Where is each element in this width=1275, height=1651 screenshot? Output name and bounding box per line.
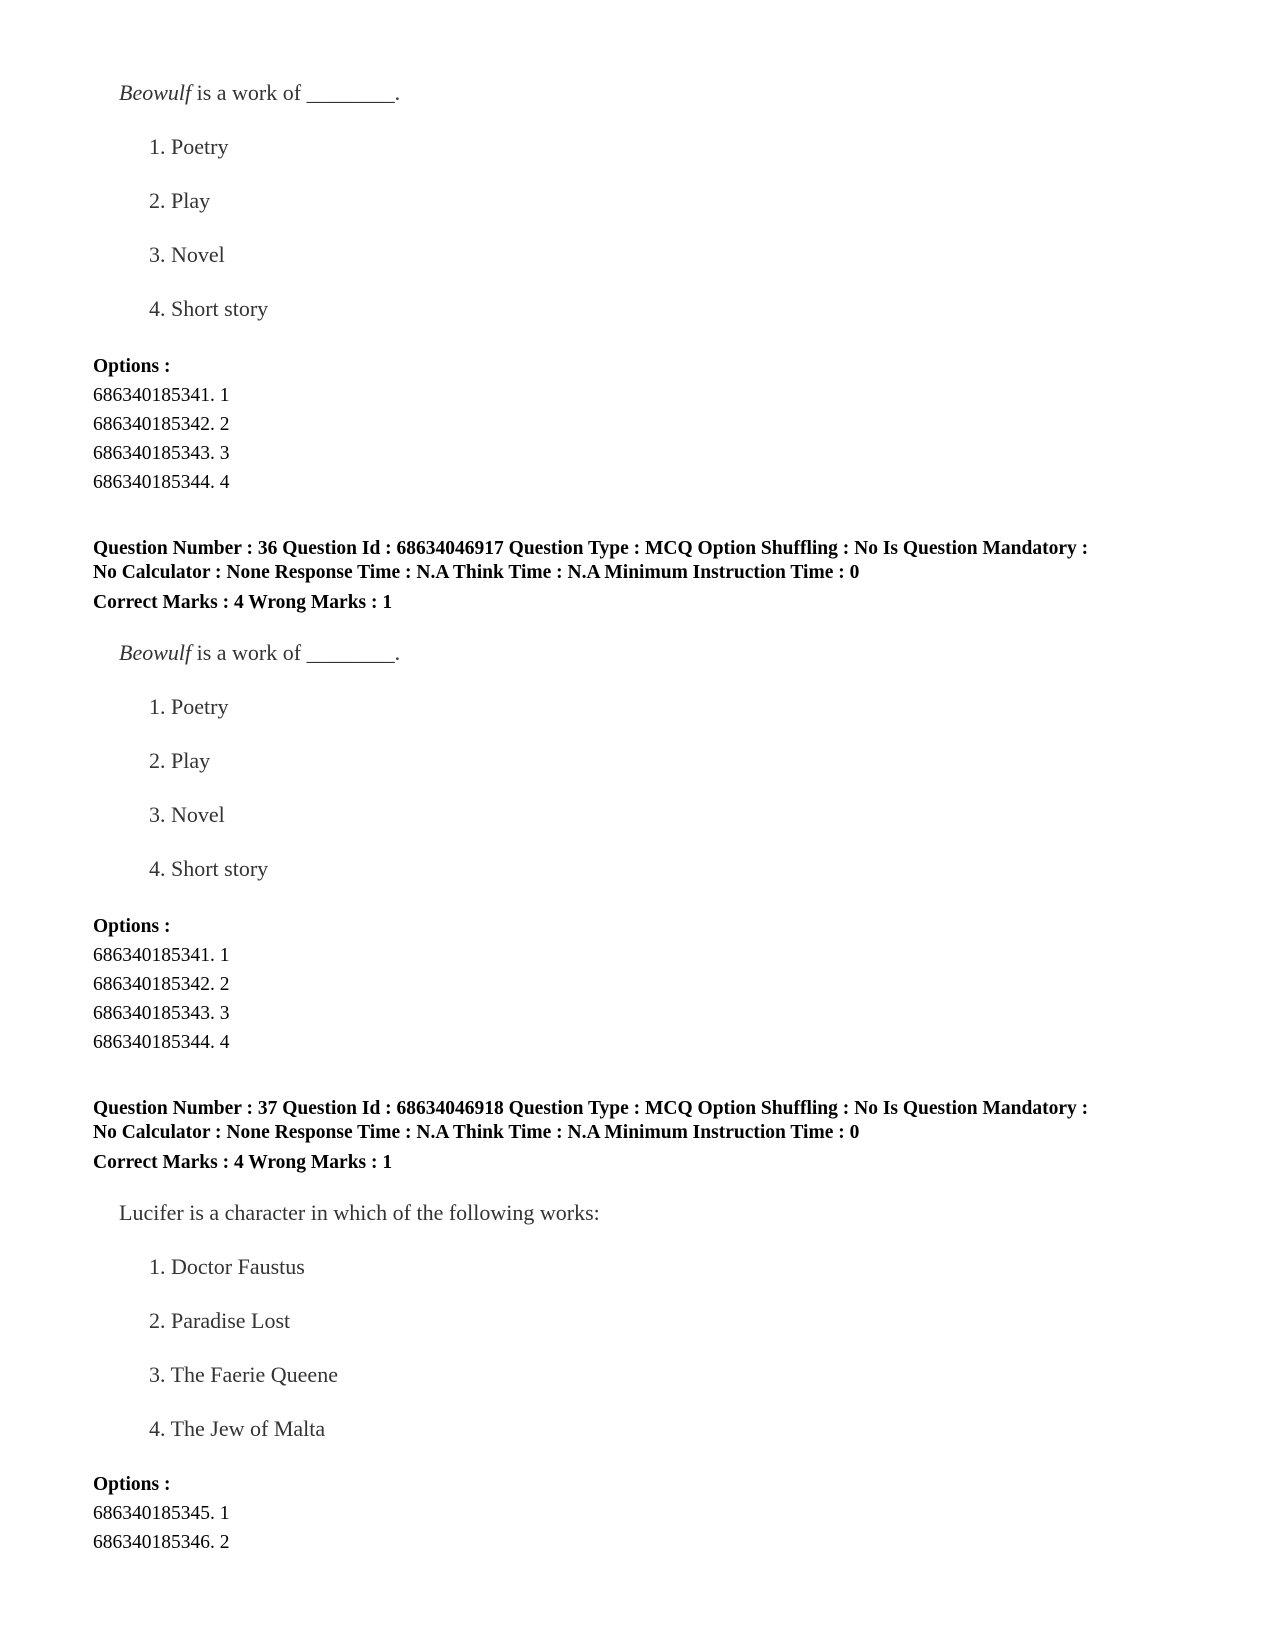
question-marks-line: Correct Marks : 4 Wrong Marks : 1 — [93, 1152, 393, 1173]
choice-item: 4. The Jew of Malta — [149, 1416, 326, 1441]
stem-text: is a work of ________. — [191, 640, 401, 665]
choice-item: 1. Doctor Faustus — [149, 1254, 305, 1279]
option-row: 686340185344. 4 — [93, 1032, 230, 1053]
question-meta-line-1: Question Number : 36 Question Id : 68634046917 Question Type : MCQ Option Shuffling : No Is Question Mandatory : — [93, 538, 1089, 559]
question-meta-line-1: Question Number : 37 Question Id : 68634046918 Question Type : MCQ Option Shuffling : No Is Question Mandatory : — [93, 1098, 1089, 1119]
choice-item: 3. Novel — [149, 242, 225, 267]
option-row: 686340185341. 1 — [93, 385, 230, 406]
question-meta-line-2: No Calculator : None Response Time : N.A Think Time : N.A Minimum Instruction Time : 0 — [93, 1122, 860, 1143]
option-row: 686340185344. 4 — [93, 472, 230, 493]
choice-item: 4. Short story — [149, 856, 269, 881]
option-row: 686340185342. 2 — [93, 414, 230, 435]
question-meta-line-2: No Calculator : None Response Time : N.A Think Time : N.A Minimum Instruction Time : 0 — [93, 562, 860, 583]
option-row: 686340185346. 2 — [93, 1532, 230, 1553]
choice-item: 2. Paradise Lost — [149, 1308, 291, 1333]
option-row: 686340185345. 1 — [93, 1503, 230, 1524]
option-row: 686340185343. 3 — [93, 1003, 230, 1024]
choice-item: 2. Play — [149, 748, 211, 773]
options-heading: Options : — [93, 356, 171, 377]
stem-text: is a work of ________. — [191, 80, 401, 105]
choice-item: 1. Poetry — [149, 134, 229, 159]
question-stem — [119, 640, 400, 666]
choice-item: 2. Play — [149, 188, 211, 213]
choice-item: 3. Novel — [149, 802, 225, 827]
stem-title-italic: Beowulf — [119, 640, 192, 665]
question-marks-line: Correct Marks : 4 Wrong Marks : 1 — [93, 592, 393, 613]
question-stem — [119, 80, 400, 106]
question-stem — [119, 1200, 600, 1226]
stem-text: Lucifer is a character in which of the following works: — [119, 1200, 600, 1225]
choice-item: 1. Poetry — [149, 694, 229, 719]
options-heading: Options : — [93, 916, 171, 937]
options-heading: Options : — [93, 1474, 171, 1495]
stem-title-italic: Beowulf — [119, 80, 192, 105]
option-row: 686340185342. 2 — [93, 974, 230, 995]
choice-item: 4. Short story — [149, 296, 269, 321]
choice-item: 3. The Faerie Queene — [149, 1362, 338, 1387]
option-row: 686340185341. 1 — [93, 945, 230, 966]
option-row: 686340185343. 3 — [93, 443, 230, 464]
